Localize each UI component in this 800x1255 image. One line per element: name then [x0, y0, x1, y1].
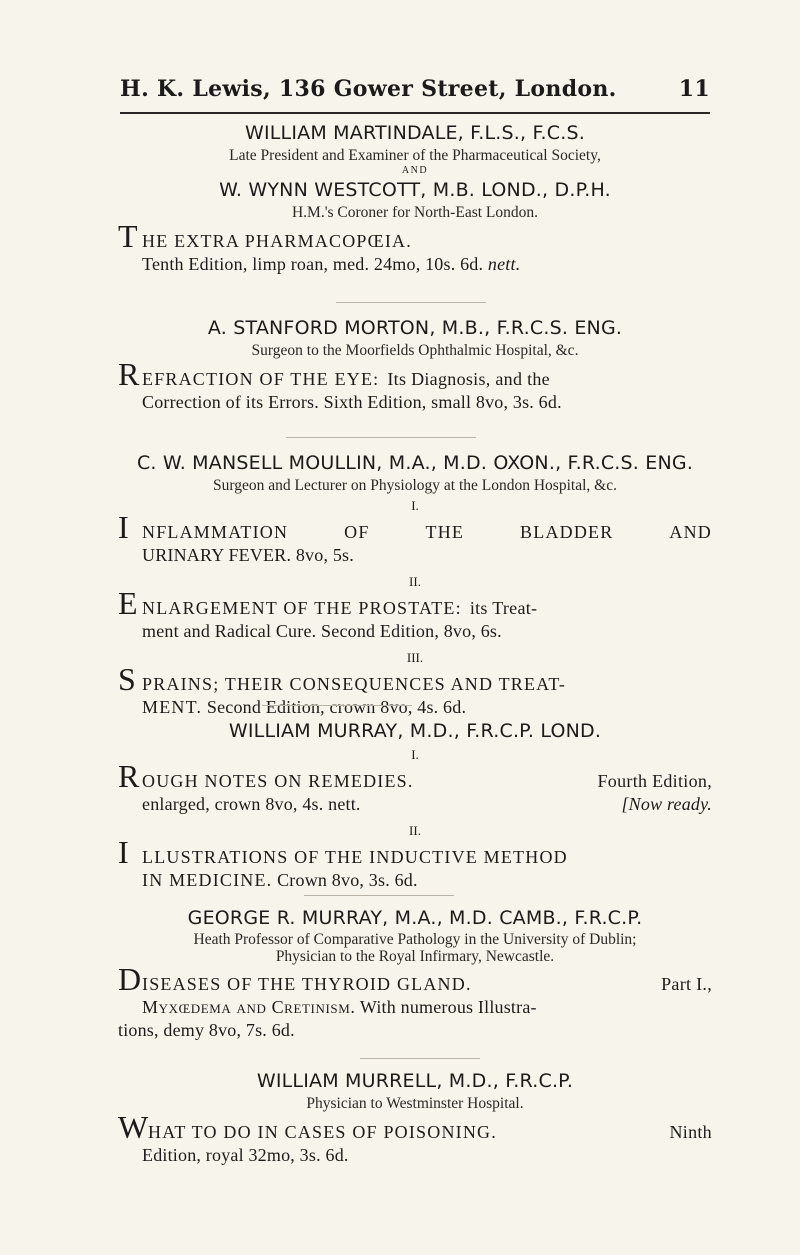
author-description: Physician to Westminster Hospital. [306, 1095, 524, 1112]
item-numeral: II. [409, 574, 421, 589]
edition-price: Crown 8vo, 3s. 6d. [277, 870, 418, 890]
book-title-word: BLADDER [520, 522, 614, 542]
book-entry [118, 1109, 712, 1167]
entry-moullin [118, 450, 712, 719]
book-title: ISEASES OF THE THYROID GLAND. [142, 974, 472, 994]
book-title-word: OF [344, 522, 370, 542]
running-head [120, 76, 710, 102]
author-description: Late President and Examiner of the Pharmaceutical Society, [229, 147, 601, 164]
drop-capital: I [118, 834, 129, 870]
author-name: W. WYNN WESTCOTT, M.B. LOND., D.P.H. [219, 179, 611, 201]
author-name: A. STANFORD MORTON, M.B., F.R.C.S. ENG. [207, 317, 623, 339]
book-entry [118, 661, 712, 719]
book-details [118, 996, 712, 1019]
book-subtitle: Fourth Edition, [597, 771, 712, 791]
book-part: Part I., [661, 974, 712, 994]
separator-rule [262, 705, 412, 706]
entry-martindale [118, 120, 712, 276]
conjunction: AND [401, 165, 429, 176]
book-title: OUGH NOTES ON REMEDIES. [142, 771, 414, 791]
book-details: Edition, royal 32mo, 3s. 6d. [142, 1145, 349, 1165]
author-name: WILLIAM MARTINDALE, F.L.S., F.C.S. [244, 122, 586, 144]
author-name: WILLIAM MURRAY, M.D., F.R.C.P. LOND. [228, 720, 602, 742]
entry-george-murray [118, 905, 712, 1042]
book-entry [118, 509, 712, 567]
book-subtitle: Its Diagnosis, and the [387, 369, 550, 389]
author-name: C. W. MANSELL MOULLIN, M.A., M.D. OXON., F.R.C.S. ENG. [136, 452, 694, 474]
author-description: Heath Professor of Comparative Pathology in the University of Dublin; [193, 931, 637, 948]
drop-capital: T [118, 218, 138, 254]
separator-rule [336, 302, 486, 303]
book-title: PRAINS; THEIR CONSEQUENCES AND TREAT- [142, 674, 567, 694]
running-head-text: H. K. Lewis, 136 Gower Street, London. [120, 76, 617, 102]
item-numeral: II. [409, 823, 421, 838]
book-title-word: THE [425, 522, 465, 542]
book-details: Correction of its Errors. Sixth Edition, small 8vo, 3s. 6d. [142, 392, 562, 412]
entry-morton [118, 315, 712, 414]
item-numeral: I. [411, 498, 419, 513]
book-entry [118, 585, 712, 643]
book-title: HE EXTRA PHARMACOPŒIA. [142, 231, 412, 251]
book-details [118, 696, 712, 719]
drop-capital: W [118, 1109, 149, 1145]
author-description: H.M.'s Coroner for North-East London. [291, 204, 539, 221]
drop-capital: E [118, 585, 138, 621]
book-subtitle: its Treat- [469, 598, 538, 618]
availability-note: [Now ready. [621, 794, 712, 814]
book-entry [118, 834, 712, 892]
book-title: EFRACTION OF THE EYE: [142, 369, 380, 389]
entry-william-murray [118, 718, 712, 892]
drop-capital: I [118, 509, 129, 545]
drop-capital: R [118, 356, 140, 392]
book-entry [118, 218, 712, 276]
book-details [118, 793, 712, 816]
separator-rule [360, 1058, 480, 1059]
book-title-continuation: MENT. [142, 697, 203, 717]
separator-rule [286, 437, 476, 438]
drop-capital: D [118, 961, 142, 997]
page-number: 11 [678, 76, 710, 102]
drop-capital: S [118, 661, 136, 697]
book-details: URINARY FEVER. 8vo, 5s. [142, 545, 354, 565]
book-title: HAT TO DO IN CASES OF POISONING. [148, 1122, 497, 1142]
book-title-word: AND [669, 522, 712, 542]
author-description: Physician to the Royal Infirmary, Newcastle. [275, 948, 555, 965]
book-title: NLARGEMENT OF THE PROSTATE: [142, 598, 462, 618]
book-entry [118, 961, 712, 1042]
drop-capital: R [118, 758, 140, 794]
book-title: LLUSTRATIONS OF THE INDUCTIVE METHOD [142, 847, 568, 867]
entry-murrell [118, 1068, 712, 1167]
book-title-continuation: IN MEDICINE. [142, 870, 273, 890]
header-rule [120, 112, 710, 114]
author-name: WILLIAM MURRELL, M.D., F.R.C.P. [256, 1070, 574, 1092]
book-entry [118, 758, 712, 816]
book-edition: Ninth [669, 1122, 712, 1142]
edition-price: Tenth Edition, limp roan, med. 24mo, 10s. 6d. [142, 254, 484, 274]
author-description: Surgeon to the Moorfields Ophthalmic Hospital, &c. [251, 342, 579, 359]
edition-price: enlarged, crown 8vo, 4s. nett. [142, 794, 361, 814]
price-note: nett. [487, 254, 521, 274]
book-subject: Myxœdema and Cretinism. [142, 997, 356, 1017]
illustration-note: With numerous Illustra- [359, 997, 537, 1017]
book-details: ment and Radical Cure. Second Edition, 8vo, 6s. [142, 621, 502, 641]
author-name: GEORGE R. MURRAY, M.A., M.D. CAMB., F.R.C.P. [187, 907, 643, 929]
author-description: Surgeon and Lecturer on Physiology at the London Hospital, &c. [213, 477, 617, 494]
edition-price: tions, demy 8vo, 7s. 6d. [118, 1020, 295, 1040]
item-numeral: I. [411, 747, 419, 762]
book-details [118, 869, 712, 892]
item-numeral: III. [406, 650, 424, 665]
book-title-word: NFLAMMATION [142, 522, 289, 542]
book-details [118, 253, 712, 276]
book-entry [118, 356, 712, 414]
separator-rule [304, 895, 454, 896]
edition-price: Second Edition, crown 8vo, 4s. 6d. [206, 697, 467, 717]
